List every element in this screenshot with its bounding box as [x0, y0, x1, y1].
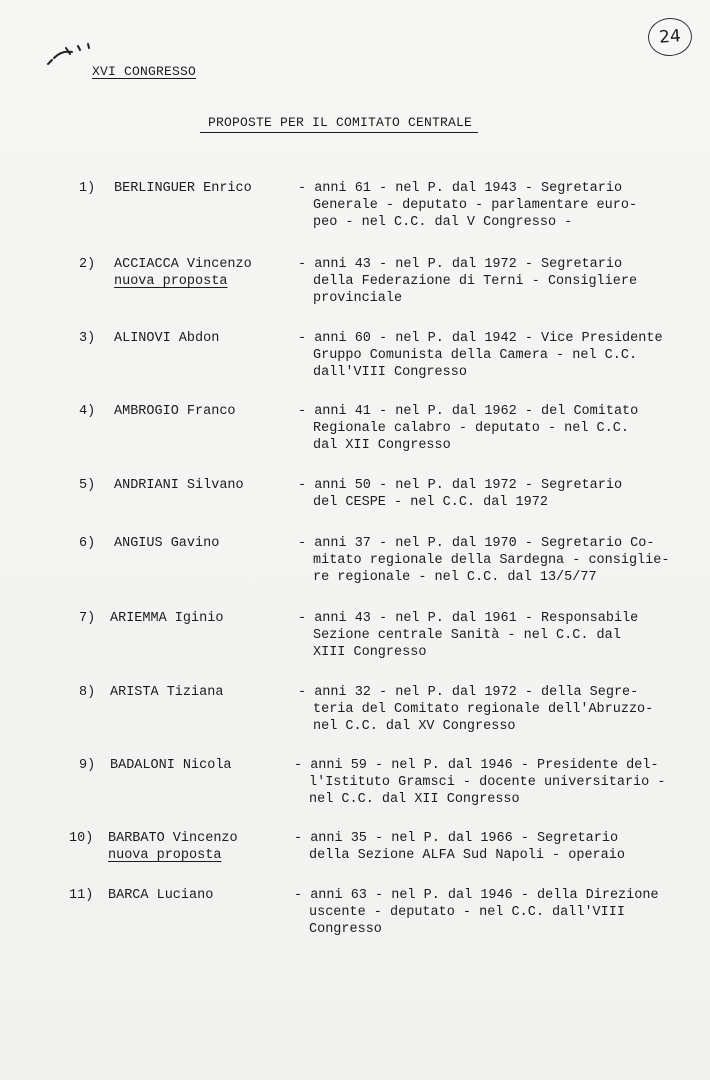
candidate-name: AMBROGIO Franco — [114, 404, 236, 419]
candidate-name: BADALONI Nicola — [110, 758, 232, 773]
description-line: - anni 32 - nel P. dal 1972 - della Segre- — [298, 685, 639, 700]
description-line: - anni 35 - nel P. dal 1966 - Segretario — [294, 831, 619, 846]
description-line: Congresso — [309, 922, 382, 937]
candidate-name: BARCA Luciano — [108, 888, 214, 903]
entry-number: 1) — [79, 181, 96, 196]
description-line: della Sezione ALFA Sud Napoli - operaio — [309, 848, 625, 863]
description-line: - anni 43 - nel P. dal 1972 - Segretario — [298, 257, 623, 272]
congress-heading: XVI CONGRESSO — [92, 64, 197, 79]
candidate-description — [298, 610, 698, 661]
candidate-description — [298, 180, 698, 231]
candidate-description — [294, 887, 694, 938]
description-line: peo - nel C.C. dal V Congresso - — [313, 215, 573, 230]
description-line: Generale - deputato - parlamentare euro- — [313, 198, 638, 213]
entry-number: 8) — [79, 685, 96, 700]
candidate-name: ACCIACCA Vincenzo — [114, 257, 252, 272]
description-line: - anni 59 - nel P. dal 1946 - Presidente del- — [294, 758, 659, 773]
entry-number: 2) — [79, 257, 96, 272]
description-line: uscente - deputato - nel C.C. dall'VIII — [309, 905, 625, 920]
candidate-name: ANDRIANI Silvano — [114, 478, 244, 493]
entry-number: 7) — [79, 611, 96, 626]
description-line: re regionale - nel C.C. dal 13/5/77 — [313, 570, 597, 585]
candidate-name: ARISTA Tiziana — [110, 685, 224, 700]
entry-number: 11) — [69, 888, 94, 903]
entry-number: 4) — [79, 404, 96, 419]
description-line: - anni 63 - nel P. dal 1946 - della Direzione — [294, 888, 659, 903]
description-line: teria del Comitato regionale dell'Abruzzo- — [313, 702, 654, 717]
page-number-circle: 24 — [647, 17, 694, 58]
candidate-name: ALINOVI Abdon — [114, 331, 220, 346]
candidate-description — [294, 757, 694, 808]
description-line: del CESPE - nel C.C. dal 1972 — [313, 495, 548, 510]
description-line: nel C.C. dal XII Congresso — [309, 792, 520, 807]
entry-number: 5) — [79, 478, 96, 493]
description-line: - anni 43 - nel P. dal 1961 - Responsabile — [298, 611, 639, 626]
description-line: Gruppo Comunista della Camera - nel C.C. — [313, 348, 638, 363]
entry-number: 6) — [79, 536, 96, 551]
entry-number: 10) — [69, 831, 94, 846]
description-line: XIII Congresso — [313, 645, 427, 660]
description-line: - anni 41 - nel P. dal 1962 - del Comitato — [298, 404, 639, 419]
candidate-description — [298, 684, 698, 735]
description-line: - anni 37 - nel P. dal 1970 - Segretario Co- — [298, 536, 655, 551]
candidate-description — [298, 477, 698, 511]
description-line: della Federazione di Terni - Consigliere — [313, 274, 638, 289]
candidate-description — [298, 403, 698, 454]
description-line: l'Istituto Gramsci - docente universitario - — [309, 775, 666, 790]
description-line: nel C.C. dal XV Congresso — [313, 719, 516, 734]
candidate-name: ARIEMMA Iginio — [110, 611, 224, 626]
description-line: mitato regionale della Sardegna - consiglie- — [313, 553, 670, 568]
candidate-name: BARBATO Vincenzo — [108, 831, 238, 846]
candidate-description — [294, 830, 694, 864]
description-line: dal XII Congresso — [313, 438, 451, 453]
new-proposal-note: nuova proposta — [114, 274, 228, 289]
candidate-description — [298, 535, 698, 586]
candidate-name: ANGIUS Gavino — [114, 536, 220, 551]
entry-number: 9) — [79, 758, 96, 773]
description-line: dall'VIII Congresso — [313, 365, 467, 380]
description-line: Sezione centrale Sanità - nel C.C. dal — [313, 628, 621, 643]
candidate-description — [298, 330, 698, 381]
document-title: PROPOSTE PER IL COMITATO CENTRALE — [200, 115, 478, 133]
description-line: provinciale — [313, 291, 403, 306]
description-line: - anni 50 - nel P. dal 1972 - Segretario — [298, 478, 623, 493]
description-line: - anni 61 - nel P. dal 1943 - Segretario — [298, 181, 623, 196]
description-line: - anni 60 - nel P. dal 1942 - Vice Presidente — [298, 331, 663, 346]
description-line: Regionale calabro - deputato - nel C.C. — [313, 421, 629, 436]
new-proposal-note: nuova proposta — [108, 848, 222, 863]
candidate-description — [298, 256, 698, 307]
candidate-name: BERLINGUER Enrico — [114, 181, 252, 196]
entry-number: 3) — [79, 331, 96, 346]
